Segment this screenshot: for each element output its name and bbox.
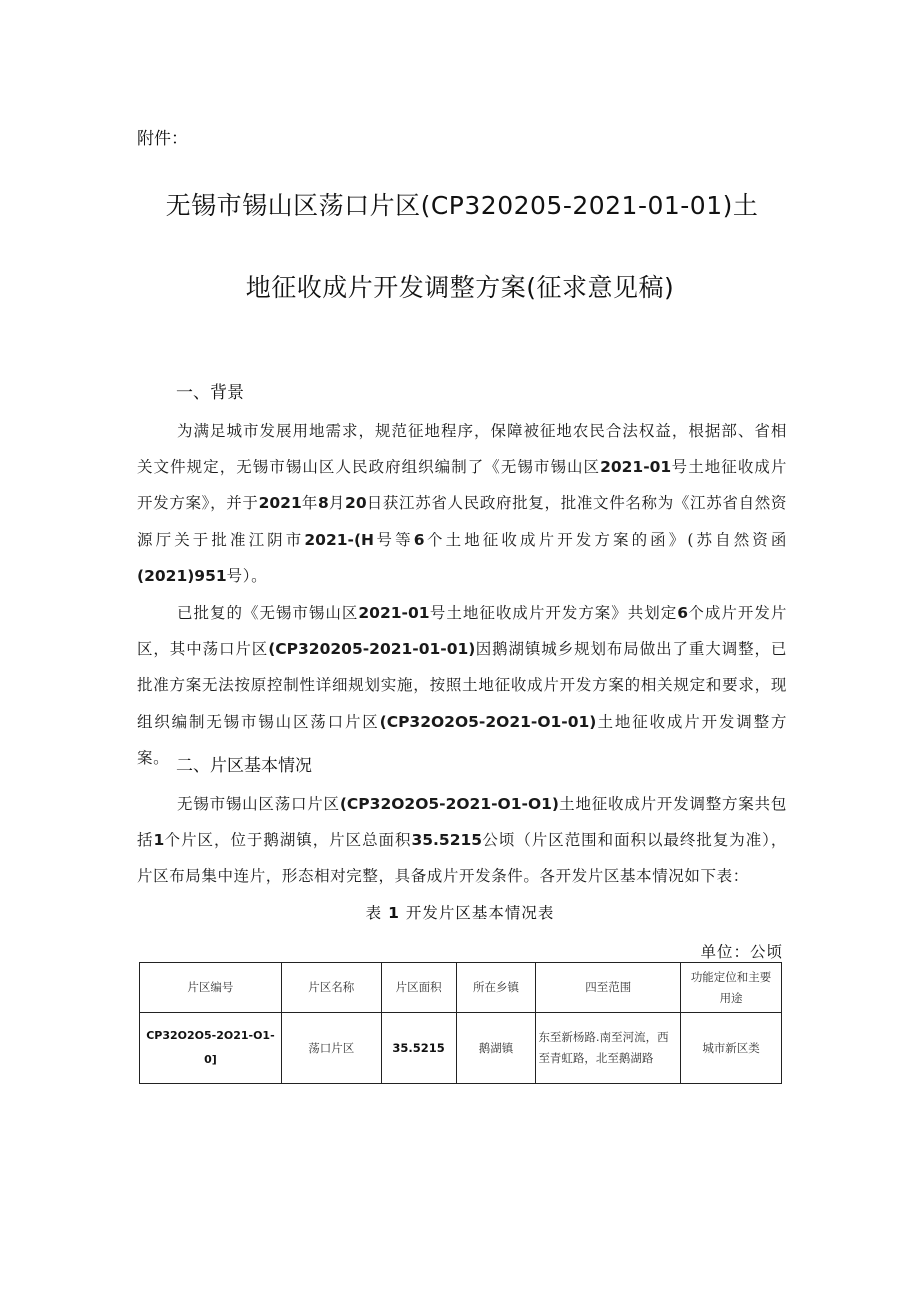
basic-info-paragraph: 无锡市锡山区荡口片区(CP32O2O5-2O21-O1-O1)土地征收成片开发调整方案共包括1个片区，位于鹅湖镇，片区总面积35.5215公顷（片区范围和面积以最终批复为准），片区布局集中连片，形态相对完整，具备成片开发条件。各开发片区基本情况如下表： bbox=[137, 795, 787, 886]
table-unit-label: 单位：公顷 bbox=[700, 943, 783, 961]
section-heading-background: 一、背景 bbox=[176, 383, 244, 403]
header-use: 功能定位和主要用途 bbox=[681, 963, 782, 1013]
basic-info-table bbox=[139, 962, 782, 1084]
table-row bbox=[140, 1013, 782, 1084]
cell-code: CP32O2O5-2O21-O1-0] bbox=[140, 1013, 282, 1084]
header-name: 片区名称 bbox=[281, 963, 381, 1013]
header-town: 所在乡镇 bbox=[456, 963, 536, 1013]
header-area: 片区面积 bbox=[381, 963, 456, 1013]
cell-use: 城市新区类 bbox=[681, 1013, 782, 1084]
section-heading-basic-info: 二、片区基本情况 bbox=[176, 756, 312, 776]
header-code: 片区编号 bbox=[140, 963, 282, 1013]
table-header-row bbox=[140, 963, 782, 1013]
document-title-line-2: 地征收成片开发调整方案(征求意见稿) bbox=[245, 273, 675, 302]
cell-town: 鹅湖镇 bbox=[456, 1013, 536, 1084]
background-paragraph-2: 已批复的《无锡市锡山区2021-01号土地征收成片开发方案》共划定6个成片开发片区，其中荡口片区(CP320205-2021-01-01)因鹅湖镇城乡规划布局做出了重大调整，已批准方案无法按原控制性详细规划实施，按照土地征收成片开发方案的相关规定和要求，现组织编制无锡市锡山区荡口片区(CP32O2O5-2O21-O1-01)土地征收成片开发调整方案。 bbox=[137, 604, 787, 767]
document-title-line-1: 无锡市锡山区荡口片区(CP320205-2021-01-01)土 bbox=[165, 191, 759, 220]
attachment-label: 附件： bbox=[137, 129, 188, 149]
cell-bounds: 东至新杨路.南至河流，西至青虹路，北至鹅湖路 bbox=[536, 1013, 681, 1084]
table-caption: 表 1 开发片区基本情况表 bbox=[365, 904, 555, 922]
cell-name: 荡口片区 bbox=[281, 1013, 381, 1084]
background-paragraph-1: 为满足城市发展用地需求，规范征地程序，保障被征地农民合法权益，根据部、省相关文件规定，无锡市锡山区人民政府组织编制了《无锡市锡山区2021-01号土地征收成片开发方案》，并于2021年8月20日获江苏省人民政府批复，批准文件名称为《江苏省自然资源厅关于批准江阴市2021-(H号等6个土地征收成片开发方案的函》(苏自然资函(2021)951号）。 bbox=[137, 422, 788, 585]
cell-area: 35.5215 bbox=[381, 1013, 456, 1084]
header-bounds: 四至范围 bbox=[536, 963, 681, 1013]
